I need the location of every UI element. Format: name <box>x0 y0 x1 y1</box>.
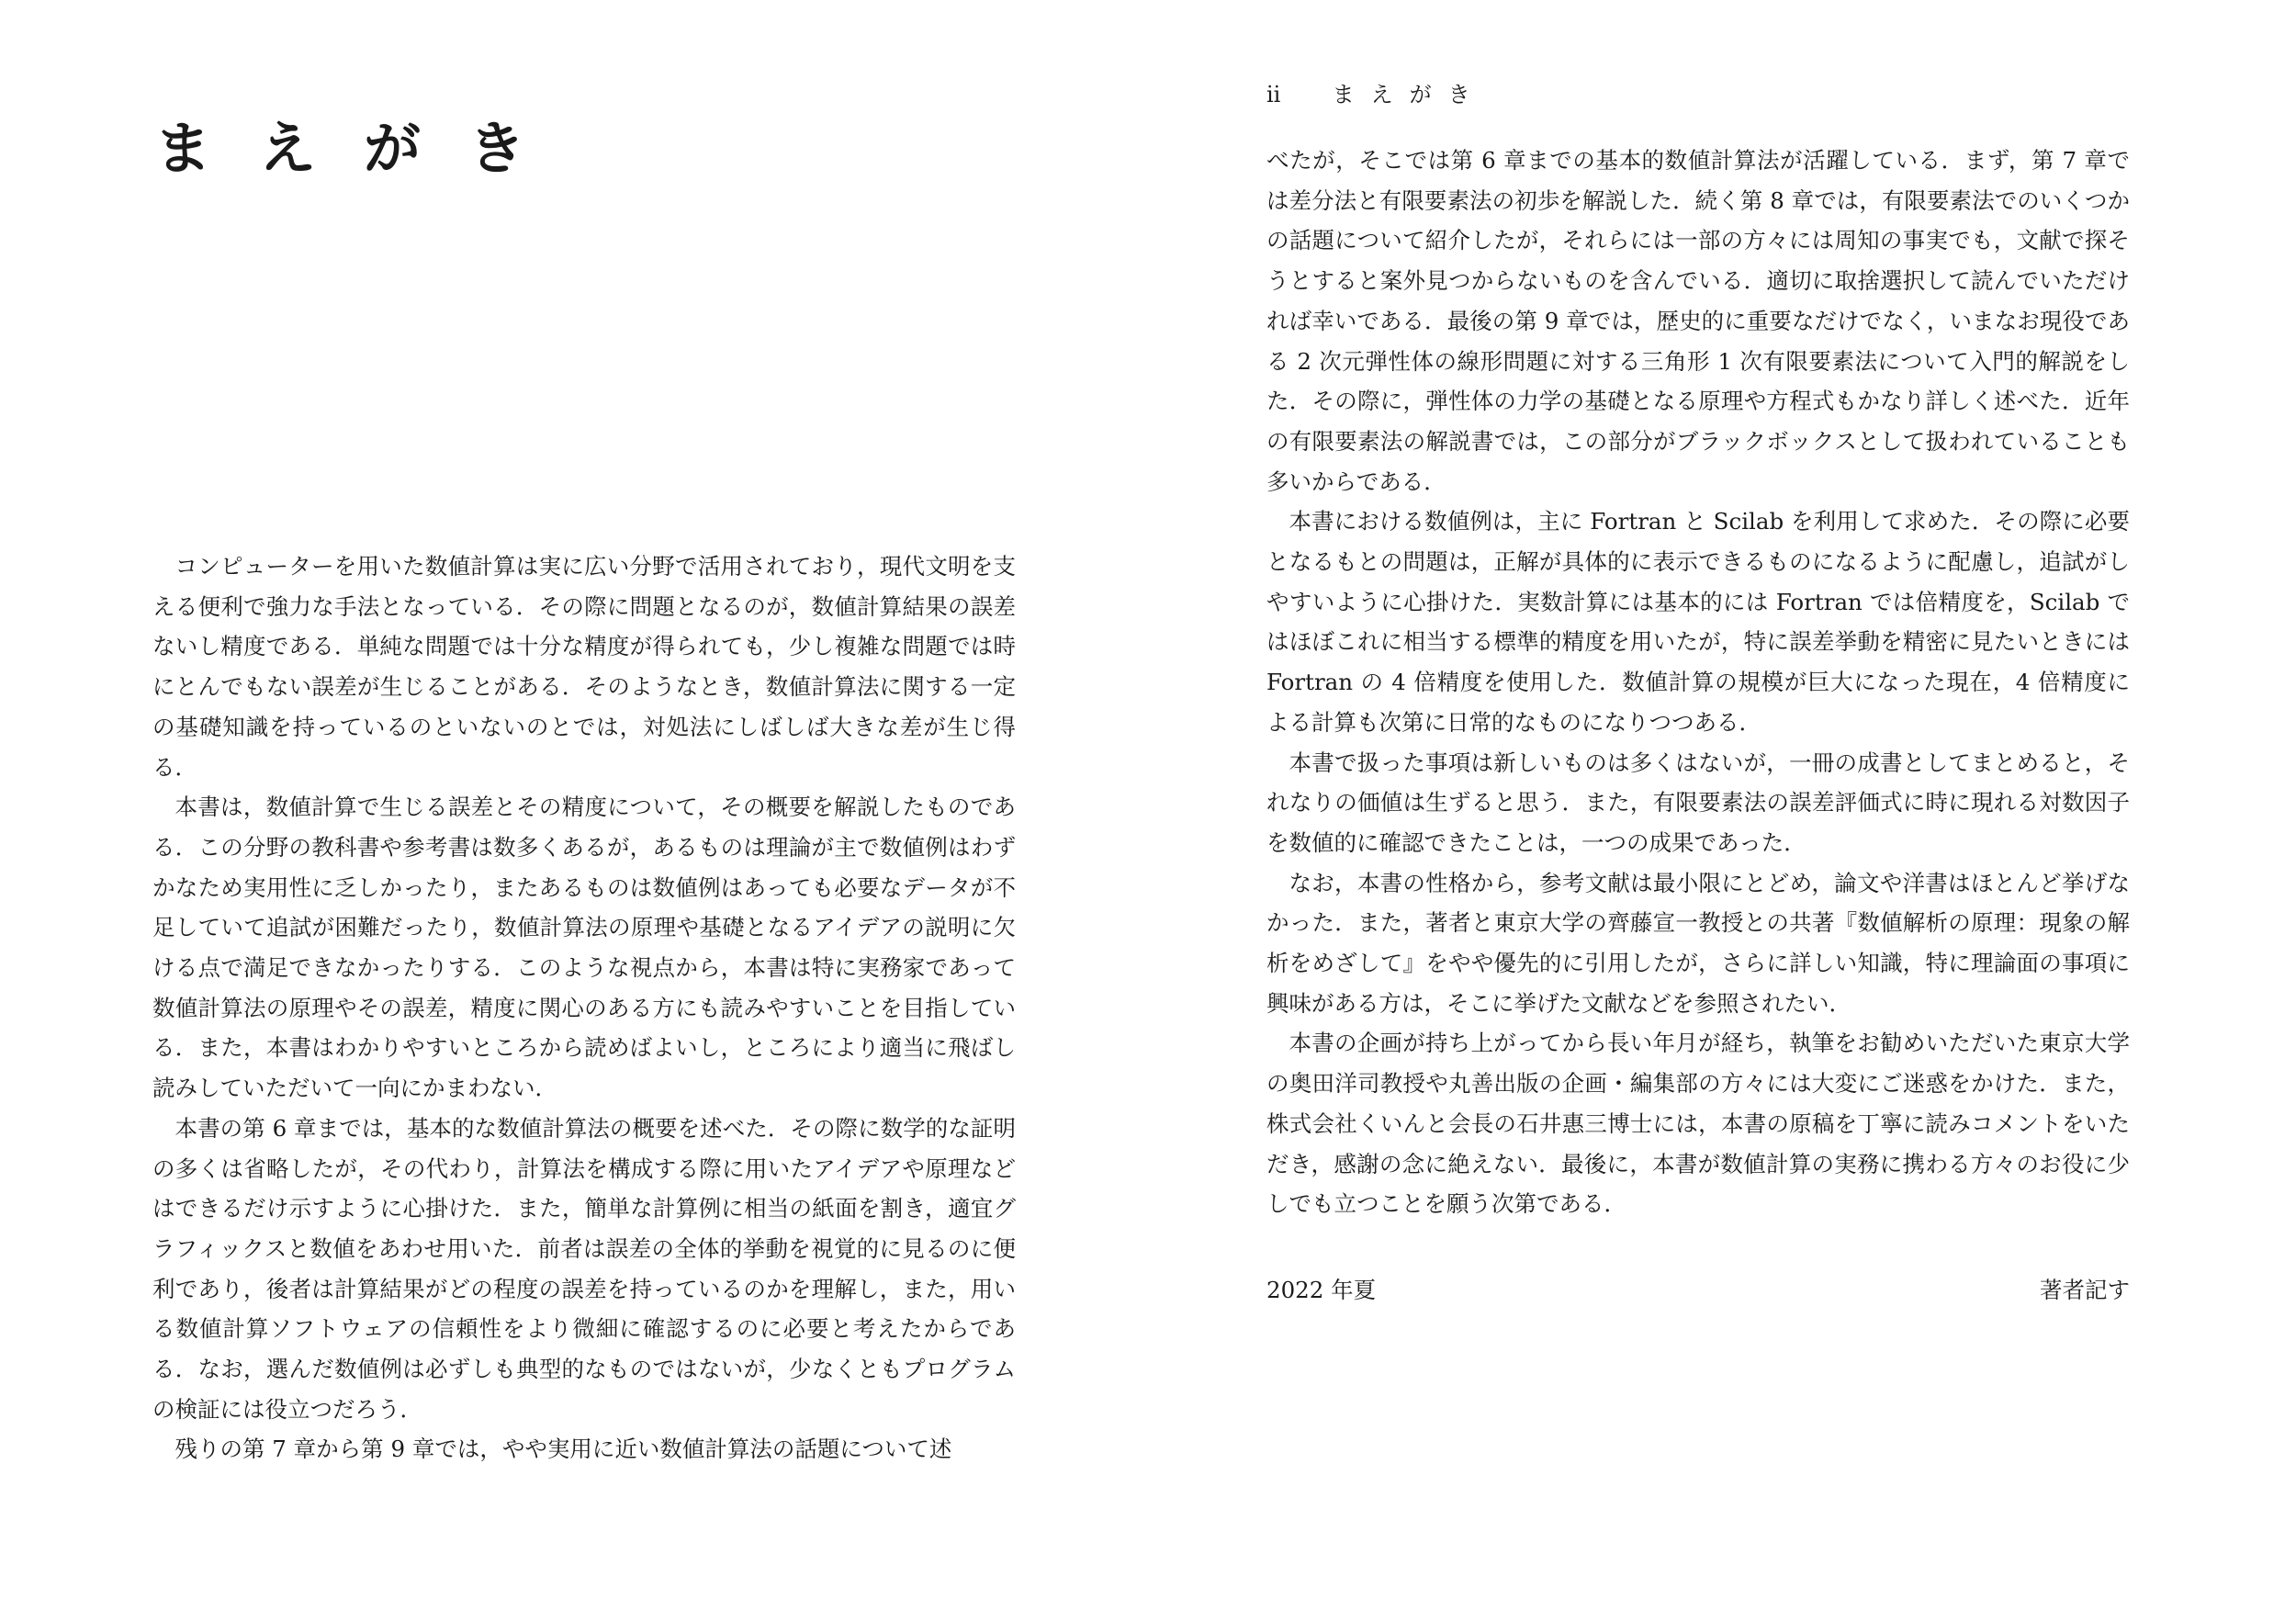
right-body-text <box>1266 141 2130 1224</box>
paragraph: 本書における数値例は，主に Fortran と Scilab を利用して求めた．その際に必要となるもとの問題は，正解が具体的に表示できるものになるように配慮し，追試がしやすいように心掛けた．実数計算には基本的には Fortran では倍精度を，Scilab ではほぼこれに相当する標準的精度を用いたが，特に誤差挙動を精密に見たいときには Fortran の 4 倍精度を使用した．数値計算の規模が巨大になった現在，4 倍精度による計算も次第に日常的なものになりつつある． <box>1266 508 2130 736</box>
paragraph: コンピューターを用いた数値計算は実に広い分野で活用されており，現代文明を支える便利で強力な手法となっている．その際に問題となるのが，数値計算結果の誤差ないし精度である．単純な問題では十分な精度が得られても，少し複雑な問題では時にとんでもない誤差が生じることがある．そのようなとき，数値計算法に関する一定の基礎知識を持っているのといないのとでは，対処法にしばしば大きな差が生じ得る． <box>152 553 1016 781</box>
author-signature: 著者記す <box>2040 1277 2130 1303</box>
page-number: ii <box>1266 82 1281 107</box>
paragraph: 本書は，数値計算で生じる誤差とその精度について，その概要を解説したものである．この分野の教科書や参考書は数多くあるが，あるものは理論が主で数値例はわずかなため実用性に乏しかったり，またあるものは数値例はあっても必要なデータが不足していて追試が困難だったり，数値計算法の原理や基礎となるアイデアの説明に欠ける点で満足できなかったりする．このような視点から，本書は特に実務家であって数値計算法の原理やその誤差，精度に関心のある方にも読みやすいことを目指している．また，本書はわかりやすいところから読めばよいし，ところにより適当に飛ばし読みしていただいて一向にかまわない． <box>152 794 1016 1102</box>
paragraph: なお，本書の性格から，参考文献は最小限にとどめ，論文や洋書はほとんど挙げなかった．また，著者と東京大学の齊藤宣一教授との共著『数値解析の原理：現象の解析をめざして』をやや優先的に引用したが，さらに詳しい知識，特に理論面の事項に興味がある方は，そこに挙げた文献などを参照されたい． <box>1266 869 2130 1017</box>
closing-date: 2022 年夏 <box>1266 1277 1377 1303</box>
right-page <box>1148 0 2296 1599</box>
left-body-text <box>152 546 1016 1470</box>
paragraph: 残りの第 7 章から第 9 章では，やや実用に近い数値計算法の話題について述 <box>174 1436 952 1463</box>
running-head-title: まえがき <box>1332 82 1487 107</box>
chapter-title: まえがき <box>154 115 574 182</box>
running-head <box>1266 79 1487 110</box>
paragraph: 本書で扱った事項は新しいものは多くはないが，一冊の成書としてまとめると，それなりの価値は生ずると思う．また，有限要素法の誤差評価式に時に現れる対数因子を数値的に確認できたことは，一つの成果であった． <box>1266 749 2130 856</box>
paragraph: 本書の第 6 章までは，基本的な数値計算法の概要を述べた．その際に数学的な証明の多くは省略したが，その代わり，計算法を構成する際に用いたアイデアや原理などはできるだけ示すように心掛けた．また，簡単な計算例に相当の紙面を割き，適宜グラフィックスと数値をあわせ用いた．前者は誤差の全体的挙動を視覚的に見るのに便利であり，後者は計算結果がどの程度の誤差を持っているのかを理解し，また，用いる数値計算ソフトウェアの信頼性をより微細に確認するのに必要と考えたからである．なお，選んだ数値例は必ずしも典型的なものではないが，少なくともプログラムの検証には役立つだろう． <box>152 1114 1016 1423</box>
paragraph: 本書の企画が持ち上がってから長い年月が経ち，執筆をお勧めいただいた東京大学の奥田洋司教授や丸善出版の企画・編集部の方々には大変にご迷惑をかけた．また，株式会社くいんと会長の石井惠三博士には，本書の原稿を丁寧に読みコメントをいただき，感謝の念に絶えない．最後に，本書が数値計算の実務に携わる方々のお役に少しでも立つことを願う次第である． <box>1266 1030 2130 1218</box>
paragraph: べたが，そこでは第 6 章までの基本的数値計算法が活躍している．まず，第 7 章では差分法と有限要素法の初歩を解説した．続く第 8 章では，有限要素法でのいくつかの話題について紹介したが，それらには一部の方々には周知の事実でも，文献で探そうとすると案外見つからないものを含んでいる．適切に取捨選択して読んでいただければ幸いである．最後の第 9 章では，歴史的に重要なだけでなく，いまなお現役である 2 次元弾性体の線形問題に対する三角形 1 次有限要素法について入門的解説をした．その際に，弾性体の力学の基礎となる原理や方程式もかなり詳しく述べた．近年の有限要素法の解説書では，この部分がブラックボックスとして扱われていることも多いからである． <box>1266 147 2130 495</box>
